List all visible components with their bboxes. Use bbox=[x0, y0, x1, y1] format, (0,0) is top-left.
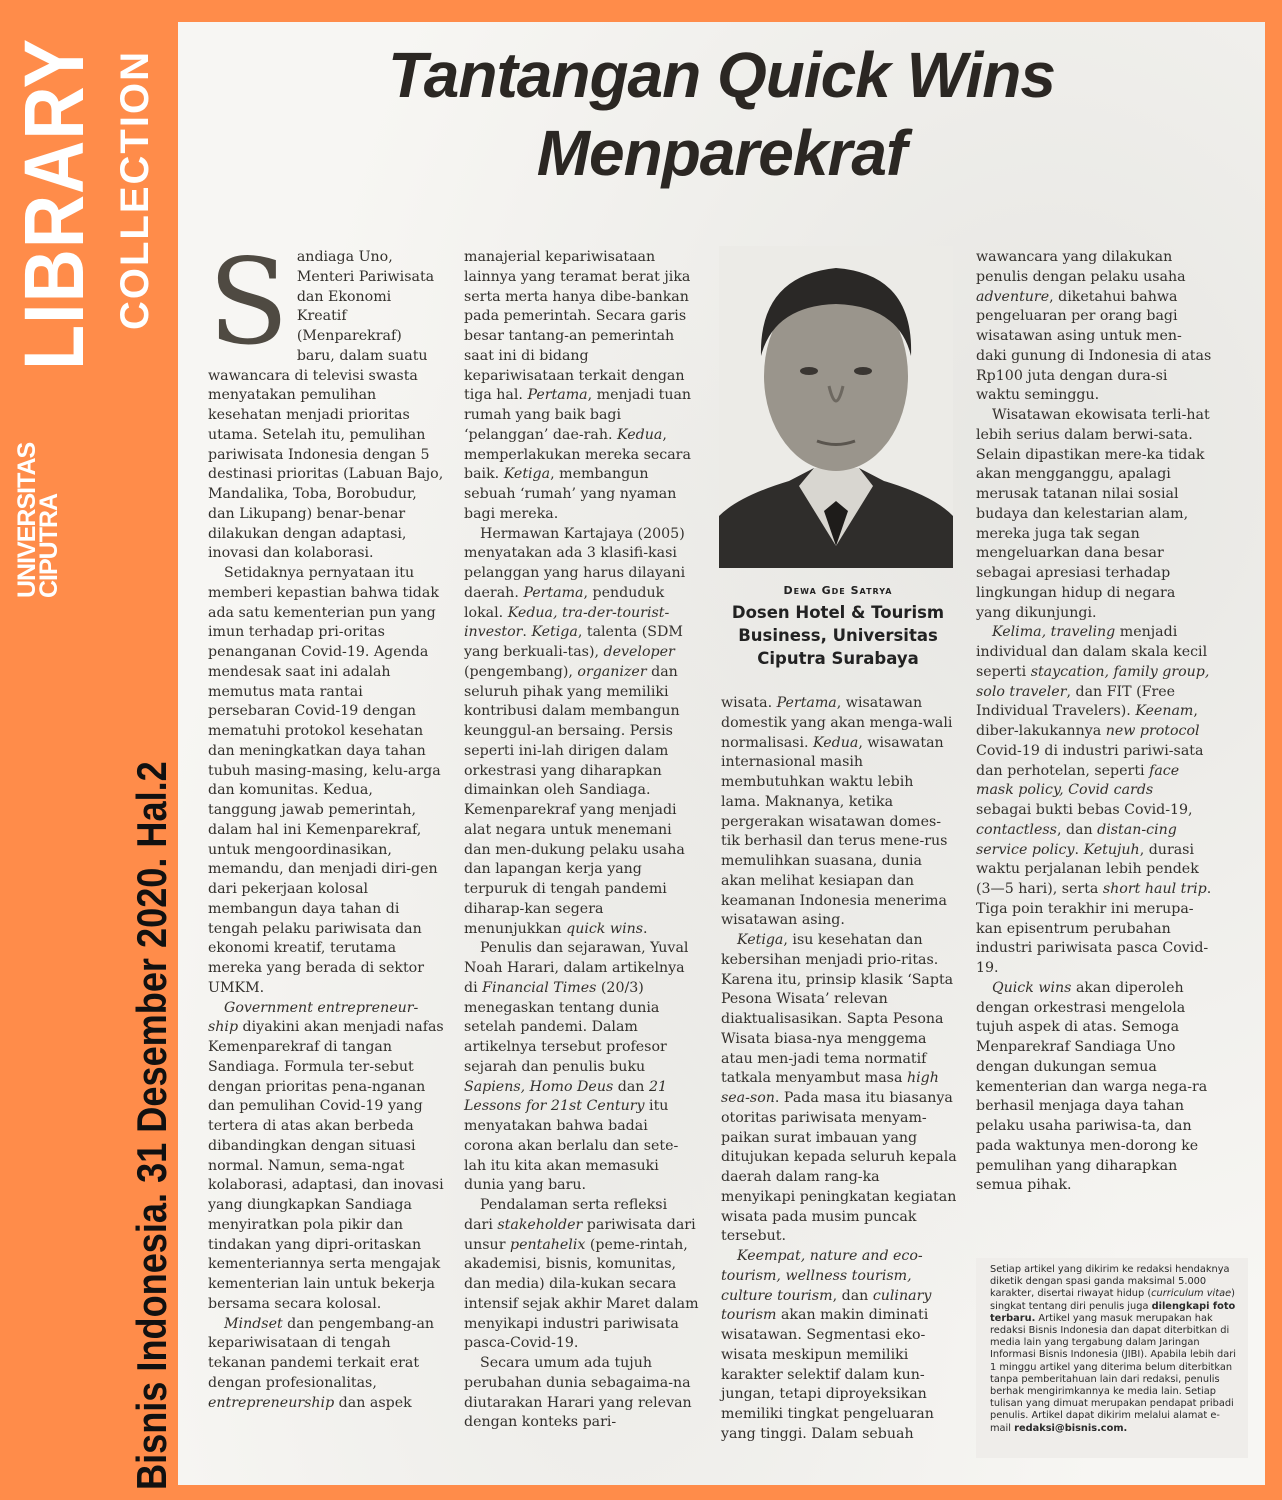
paragraph: wisata. Pertama, wisatawan domestik yang akan menga-wali normalisasi. Kedua, wisawatan internasional masih membutuhkan waktu lebih lama. Maknanya, ketika pergerakan wisatawan domes-tik berhasil dan terus mene-rus memulihkan suasana, dunia akan melihat kesiapan dan keamanan Indonesia menerima wisatawan asing. bbox=[721, 695, 953, 929]
author-role-line1: Dosen Hotel & Tourism bbox=[731, 603, 945, 622]
author-caption bbox=[708, 584, 968, 670]
paragraph: Wisatawan ekowisata terli-hat lebih serius dalam berwi-sata. Selain dipastikan mere-ka tidak akan mengganggu, apalagi merusak tatanan nilai sosial budaya dan kelestarian alam, mereka juga tak segan mengeluarkan dana besar sebagai apresiasi terhadap lingkungan hidup di negara yang dikunjungi. bbox=[976, 407, 1210, 621]
library-label: LIBRARY bbox=[7, 38, 101, 371]
paragraph: Kelima, traveling menjadi individual dan dalam skala kecil seperti staycation, family group, solo traveler, dan FIT (Free Individual Travelers). Keenam, diber-lakukannya new protocol Covid-19 di industri pariwi-sata dan perhotelan, seperti face mask policy, Covid cards sebagai bukti bebas Covid-19, contactless, dan distan-cing service policy. Ketujuh, durasi waktu perjalanan lebih pendek (3—5 hari), serta short haul trip. Tiga poin terakhir ini merupa-kan episentrum perubahan industri pariwisata pasca Covid-19. bbox=[976, 624, 1212, 976]
paragraph: Quick wins akan diperoleh dengan orkestrasi mengelola tujuh aspek di atas. Semoga Menparekraf Sandiaga Uno dengan dukungan semua kementerian dan warga nega-ra berhasil menjaga daya tahan pelaku usaha pariwisa-ta, dan pada waktunya men-dorong ke pemulihan yang diharapkan semua pihak. bbox=[976, 979, 1208, 1194]
email-address: redaksi@bisnis.com. bbox=[1014, 1422, 1128, 1434]
library-collection-banner bbox=[0, 0, 178, 1500]
university-logo-text bbox=[13, 442, 63, 598]
paragraph: Government entrepreneur-ship diyakini akan menjadi nafas Kemenparekraf di tangan Sandiaga. Formula ter-sebut dengan prioritas pena-nganan dan pemulihan Covid-19 yang tertera di atas akan berbeda dibandingkan dengan situasi normal. Namun, sema-ngat kolaborasi, adaptasi, dan inovasi yang diungkapkan Sandiaga menyiratkan pola pikir dan tindakan yang dipri-oritaskan kementeriannya serta mengajak kementerian lain untuk bekerja bersama secara kolosal. bbox=[208, 999, 444, 1312]
article-title bbox=[178, 36, 1265, 192]
article-column-4 bbox=[976, 248, 1212, 1196]
author-role-line3: Ciputra Surabaya bbox=[757, 649, 919, 668]
paragraph: Penulis dan sejarawan, Yuval Noah Harari, dalam artikelnya di Financial Times (20/3) menegaskan tentang dunia setelah pandemi. Dalam artikelnya tersebut profesor sejarah dan penulis buku Sapiens, Homo Deus dan 21 Lessons for 21st Century itu menyatakan bahwa badai corona akan berlalu dan sete-lah itu kita akan memasuki dunia yang baru. bbox=[464, 940, 689, 1194]
paragraph: manajerial kepariwisataan lainnya yang teramat berat jika serta merta hanya dibe-bankan pada pemerintah. Secara garis besar tantang-an pemerintah saat ini di bidang kepariwisataan terkait dengan tiga hal. Pertama, menjadi tuan rumah yang baik bagi ‘pelanggan’ dae-rah. Kedua, memperlakukan mereka secara baik. Ketiga, membangun sebuah ‘rumah’ yang nyaman bagi mereka. bbox=[464, 249, 692, 522]
author-photo bbox=[719, 246, 953, 568]
submission-notice: Setiap artikel yang dikirim ke redaksi hendaknya diketik dengan spasi ganda maksimal 5.000 karakter, disertai riwayat hidup (curriculum vitae) singkat tentang diri penulis juga dilengkapi foto terbaru. Artikel yang masuk merupakan hak redaksi Bisnis Indonesia dan dapat diterbitkan di media lain yang tergabung dalam Jaringan Informasi Bisnis Indonesia (JIBI). Apabila lebih dari 1 minggu artikel yang diterima belum diterbitkan tanpa pemberitahuan lain dari redaksi, penulis berhak mengirimkannya ke media lain. Setiap tulisan yang dimuat merupakan pendapat pribadi penulis. Artikel dapat dikirim melalui alamat e-mail redaksi@bisnis.com. bbox=[976, 1258, 1248, 1458]
article-column-1 bbox=[208, 233, 444, 1413]
title-line2: Menparekraf bbox=[536, 117, 907, 189]
paragraph: Secara umum ada tujuh perubahan dunia sebagaima-na diutarakan Harari yang relevan dengan konteks pari- bbox=[464, 1355, 692, 1431]
collection-label: COLLECTION bbox=[113, 50, 157, 330]
author-portrait-image bbox=[719, 246, 953, 568]
article-column-2 bbox=[464, 248, 700, 1433]
paragraph: wawancara yang dilakukan penulis dengan pelaku usaha adventure, diketahui bahwa pengeluaran per orang bagi wisatawan asing untuk men-daki gunung di Indonesia di atas Rp100 juta dengan dura-si waktu seminggu. bbox=[976, 249, 1212, 404]
article-column-3 bbox=[721, 694, 957, 1445]
newspaper-clipping bbox=[178, 22, 1265, 1485]
paragraph: Setidaknya pernyataan itu memberi kepastian bahwa tidak ada satu kementerian pun yang imun terhadap pri-oritas penanganan Covid-19. Agenda mendesak saat ini adalah memutus mata rantai persebaran Covid-19 dengan mematuhi protokol kesehatan dan meningkatkan daya tahan tubuh masing-masing, kelu-arga dan komunitas. Kedua, tanggung jawab pemerintah, dalam hal ini Kemenparekraf, untuk mengoordinasikan, memandu, dan menjadi diri-gen dari pekerjaan kolosal membangun daya tahan di tengah pelaku pariwisata dan ekonomi kreatif, terutama mereka yang berada di sektor UMKM. bbox=[208, 565, 441, 996]
author-name: Dewa Gde Satrya bbox=[783, 584, 893, 597]
title-line1: Tantangan Quick Wins bbox=[388, 39, 1055, 111]
drop-cap: S bbox=[208, 233, 289, 371]
university-line2: CIPUTRA bbox=[35, 493, 63, 598]
author-role-line2: Business, Universitas bbox=[738, 626, 938, 645]
paragraph: Ketiga, isu kesehatan dan kebersihan menjadi prio-ritas. Karena itu, prinsip klasik ‘Sapta Pesona Wisata’ relevan diaktualisasikan. Sapta Pesona Wisata biasa-nya menggema atau men-jadi tema normatif tatkala menyambut masa high sea-son. Pada masa itu biasanya otoritas pariwisata menyam-paikan surat imbauan yang ditujukan kepada seluruh kepala daerah dalam rang-ka menyikapi peningkatan kegiatan wisata pada musim puncak tersebut. bbox=[721, 932, 957, 1245]
university-line1: UNIVERSITAS bbox=[13, 442, 41, 598]
paragraph: Pendalaman serta refleksi dari stakeholder pariwisata dari unsur pentahelix (peme-rintah, akademisi, bisnis, komunitas, dan media) dila-kukan secara intensif sejak akhir Maret dalam menyikapi industri pariwisata pasca-Covid-19. bbox=[464, 1197, 699, 1352]
paragraph: andiaga Uno, Menteri Pariwisata dan Ekonomi Kreatif (Menparekraf) baru, dalam suatu wawancara di televisi swasta menyatakan pemulihan kesehatan menjadi prioritas utama. Setelah itu, pemulihan pariwisata Indonesia dengan 5 destinasi prioritas (Labuan Bajo, Mandalika, Toba, Borobudur, dan Likupang) benar-benar dilakukan dengan adaptasi, inovasi dan kolaborasi. bbox=[208, 249, 444, 562]
paragraph: Keempat, nature and eco-tourism, wellness tourism, culture tourism, dan culinary tourism akan makin diminati wisatawan. Segmentasi eko-wisata meskipun memiliki karakter selektif dalam kun-jungan, tetapi diproyeksikan memiliki tingkat pengeluaran yang tinggi. Dalam sebuah bbox=[721, 1248, 934, 1442]
source-citation: Bisnis Indonesia. 31 Desember 2020. Hal.2 bbox=[128, 761, 175, 1490]
paragraph: Mindset dan pengembang-an kepariwisataan di tengah tekanan pandemi terkait erat dengan profesionalitas, entrepreneurship dan aspek bbox=[208, 1315, 435, 1411]
paragraph: Hermawan Kartajaya (2005) menyatakan ada 3 klasifi-kasi pelanggan yang harus dilayani daerah. Pertama, penduduk lokal. Kedua, tra-der-tourist-investor. Ketiga, talenta (SDM yang berkuali-tas), developer (pengembang), organizer dan seluruh pihak yang memiliki kontribusi dalam membangun keunggul-an bersaing. Persis seperti ini-lah dirigen dalam orkestrasi yang diharapkan dimainkan oleh Sandiaga. Kemenparekraf yang menjadi alat negara untuk menemani dan men-dukung pelaku usaha dan lapangan kerja yang terpuruk di tengah pandemi diharap-kan segera menunjukkan quick wins. bbox=[464, 525, 686, 937]
